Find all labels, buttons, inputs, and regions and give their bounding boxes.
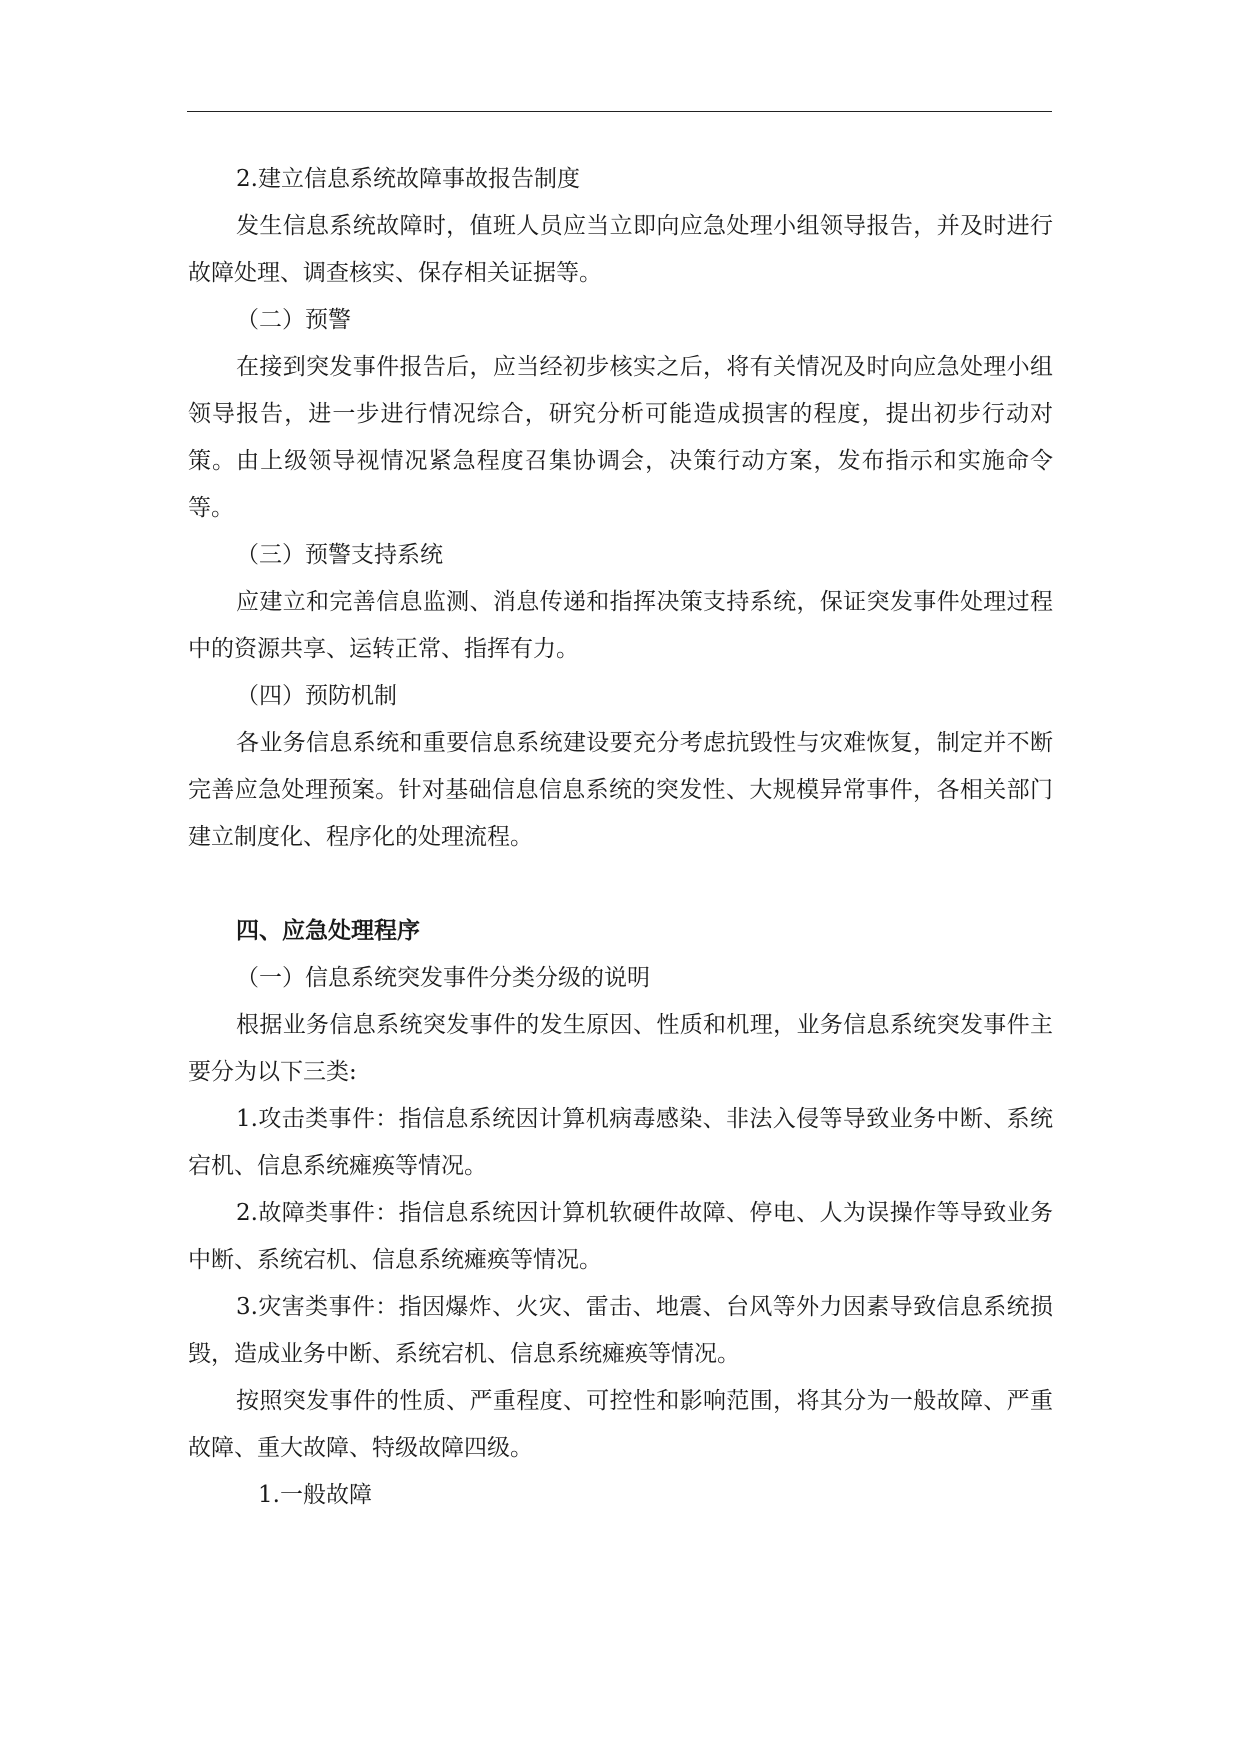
paragraph-fault-report: 发生信息系统故障时，值班人员应当立即向应急处理小组领导报告，并及时进行故障处理、调查核实、保存相关证据等。 (188, 213, 1053, 286)
subheading-classification: （一）信息系统突发事件分类分级的说明 (236, 965, 650, 991)
subheading-prevention: （四）预防机制 (236, 683, 397, 709)
paragraph-classification-intro: 根据业务信息系统突发事件的发生原因、性质和机理，业务信息系统突发事件主要分为以下三类: (188, 1012, 1053, 1085)
header-rule (187, 111, 1052, 112)
subheading-report-system: 2.建立信息系统故障事故报告制度 (236, 166, 580, 192)
list-item-fault-events: 2.故障类事件：指信息系统因计算机软硬件故障、停电、人为误操作等导致业务中断、系统宕机、信息系统瘫痪等情况。 (188, 1200, 1053, 1273)
paragraph-warning: 在接到突发事件报告后，应当经初步核实之后，将有关情况及时向应急处理小组领导报告，进一步进行情况综合，研究分析可能造成损害的程度，提出初步行动对策。由上级领导视情况紧急程度召集协调会，决策行动方案，发布指示和实施命令等。 (188, 354, 1053, 521)
paragraph-warning-support: 应建立和完善信息监测、消息传递和指挥决策支持系统，保证突发事件处理过程中的资源共享、运转正常、指挥有力。 (188, 589, 1053, 662)
paragraph-prevention: 各业务信息系统和重要信息系统建设要充分考虑抗毁性与灾难恢复，制定并不断完善应急处理预案。针对基础信息信息系统的突发性、大规模异常事件，各相关部门建立制度化、程序化的处理流程。 (188, 730, 1053, 850)
section-title-emergency-procedure: 四、应急处理程序 (236, 918, 420, 944)
document-body (188, 156, 1053, 1519)
paragraph-severity-levels: 按照突发事件的性质、严重程度、可控性和影响范围，将其分为一般故障、严重故障、重大故障、特级故障四级。 (188, 1388, 1053, 1461)
subheading-general-fault: 1.一般故障 (258, 1482, 372, 1508)
list-item-disaster-events: 3.灾害类事件：指因爆炸、火灾、雷击、地震、台风等外力因素导致信息系统损毁，造成业务中断、系统宕机、信息系统瘫痪等情况。 (188, 1294, 1053, 1367)
subheading-warning: （二）预警 (236, 307, 351, 333)
subheading-warning-support: （三）预警支持系统 (236, 542, 443, 568)
list-item-attack-events: 1.攻击类事件：指信息系统因计算机病毒感染、非法入侵等导致业务中断、系统宕机、信息系统瘫痪等情况。 (188, 1106, 1053, 1179)
